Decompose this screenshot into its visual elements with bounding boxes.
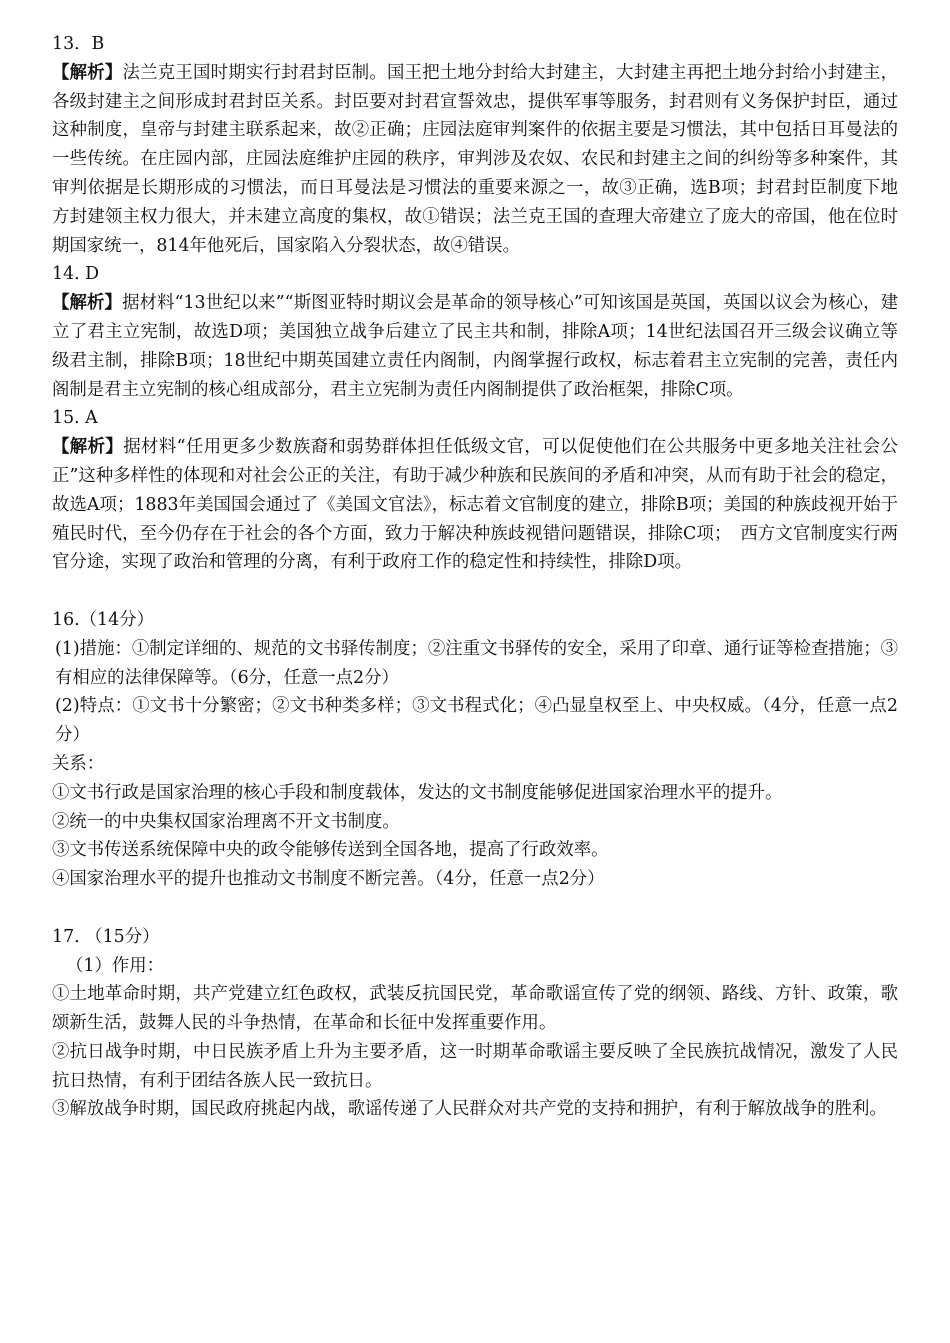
analysis-tag: 【解析】 <box>52 62 123 83</box>
answer-point: ②抗日战争时期，中日民族矛盾上升为主要矛盾，这一时期革命歌谣主要反映了全民族抗战情况，激发了人民抗日热情，有利于团结各族人民一致抗日。 <box>52 1041 898 1091</box>
spacer <box>52 894 898 923</box>
answer-part-1: (1)措施：①制定详细的、规范的文书驿传制度；②注重文书驿传的安全，采用了印章、通行证等检查措施；③有相应的法律保障等。（6分，任意一点2分） <box>55 638 898 688</box>
answer-part-2: (2)特点：①文书十分繁密；②文书种类多样；③文书程式化；④凸显皇权至上、中央权威。（4分，任意一点2分） <box>55 696 898 746</box>
answer-subheading: （1）作用： <box>66 955 165 976</box>
relation-item: ②统一的中央集权国家治理离不开文书制度。 <box>52 811 400 832</box>
question-16 <box>52 606 898 894</box>
analysis-paragraph <box>52 59 898 261</box>
spacer <box>52 577 898 606</box>
analysis-text: 法兰克王国时期实行封君封臣制。国王把土地分封给大封建主，大封建主再把土地分封给小封建主，各级封建主之间形成封君封臣关系。封臣要对封君宣誓效忠，提供军事等服务，封君则有义务保护封臣，通过这种制度，皇帝与封建主联系起来，故②正确；庄园法庭审判案件的依据主要是习惯法，其中包括日耳曼法的一些传统。在庄园内部，庄园法庭维护庄园的秩序，审判涉及农奴、农民和封建主之间的纠纷等多种案件，其审判依据是长期形成的习惯法，而日耳曼法是习惯法的重要来源之一，故③正确，选B项；封君封臣制度下地方封建领主权力很大，并未建立高度的集权，故①错误；法兰克王国的查理大帝建立了庞大的帝国，他在位时期国家统一，814年他死后，国家陷入分裂状态，故④错误。 <box>52 62 898 256</box>
answer-point: ①土地革命时期，共产党建立红色政权，武装反抗国民党，革命歌谣宣传了党的纲领、路线、方针、政策，歌颂新生活，鼓舞人民的斗争热情，在革命和长征中发挥重要作用。 <box>52 984 898 1034</box>
question-number: 15. A <box>52 408 98 429</box>
answer-point: ③解放战争时期，国民政府挑起内战，歌谣传递了人民群众对共产党的支持和拥护，有利于解放战争的胜利。 <box>52 1099 887 1120</box>
relation-item: ③文书传送系统保障中央的政令能够传送到全国各地，提高了行政效率。 <box>52 840 609 861</box>
question-13 <box>52 30 898 260</box>
analysis-tag: 【解析】 <box>52 437 124 458</box>
question-14 <box>52 260 898 404</box>
relation-item: ①文书行政是国家治理的核心手段和制度载体，发达的文书制度能够促进国家治理水平的提升。 <box>52 782 783 803</box>
analysis-tag: 【解析】 <box>52 293 123 314</box>
analysis-text: 据材料“任用更多少数族裔和弱势群体担任低级文官，可以促使他们在公共服务中更多地关注社会公正”这种多样性的体现和对社会公正的关注，有助于减少种族和民族间的矛盾和冲突，从而有助于社会的稳定，故选A项；1883年美国国会通过了《美国文官法》，标志着文官制度的建立，排除B项；美国的种族歧视开始于殖民时代，至今仍存在于社会的各个方面，致力于解决种族歧视错问题错误，排除C项； 西方文官制度实行两官分途，实现了政治和管理的分离，有利于政府工作的稳定性和持续性，排除D项。 <box>52 437 898 573</box>
question-15 <box>52 404 898 577</box>
analysis-text: 据材料“13世纪以来”“斯图亚特时期议会是革命的领导核心”可知该国是英国，英国以议会为核心，建立了君主立宪制，故选D项；美国独立战争后建立了民主共和制，排除A项；14世纪法国召开三级会议确立等级君主制，排除B项；18世纪中期英国建立责任内阁制，内阁掌握行政权，标志着君主立宪制的完善，责任内阁制是君主立宪制的核心组成部分，君主立宪制为责任内阁制提供了政治框架，排除C项。 <box>52 293 898 400</box>
question-17 <box>52 923 898 1125</box>
question-number: 16.（14分） <box>52 609 154 630</box>
relation-label: 关系： <box>52 753 105 774</box>
relation-item: ④国家治理水平的提升也推动文书制度不断完善。（4分，任意一点2分） <box>52 869 605 890</box>
question-number: 17. （15分） <box>52 926 160 947</box>
analysis-paragraph <box>52 289 898 404</box>
analysis-paragraph <box>52 433 898 577</box>
question-number: 13．B <box>52 34 105 54</box>
question-number: 14. D <box>52 264 100 285</box>
